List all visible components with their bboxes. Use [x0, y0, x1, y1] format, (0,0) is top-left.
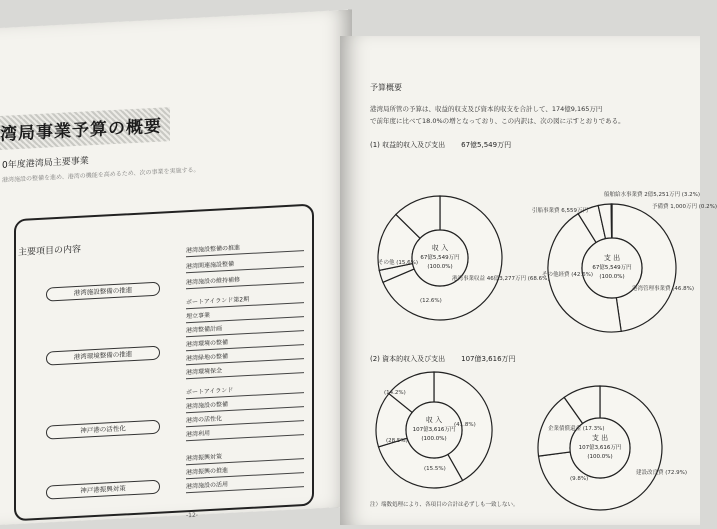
list-item: 港湾施設の活用	[186, 476, 304, 493]
section-1-title: (1) 収益的収入及び支出	[370, 141, 446, 149]
slice-label: (15.5%)	[424, 466, 446, 472]
list-item: 港湾施設の維持補修	[186, 272, 304, 289]
list-item: 港湾整備計画	[186, 320, 304, 337]
list-item: ポートアイランド第2期	[186, 292, 304, 309]
page-title: 湾局事業予算の概要	[0, 116, 162, 145]
donut-center-label: 67億5,549万円	[420, 255, 460, 261]
slice-label: 企業債償還金 (17.3%)	[548, 426, 605, 432]
list-item: 埋立事業	[186, 306, 304, 323]
list-item: 港湾施設の整備	[186, 396, 304, 413]
donut-center-label: 67億5,549万円	[592, 265, 632, 271]
section-1-amount: 67億5,549万円	[461, 141, 512, 149]
slice-label: (12.6%)	[420, 298, 442, 304]
list-item: 港湾施設整備の推進	[186, 240, 304, 257]
right-paragraph-2: で前年度に比べて18.0%の増となっており、この内訳は、次の図に示すとおりである。	[370, 117, 625, 125]
list-item: 港湾振興対策	[186, 448, 304, 465]
right-paragraph-1: 港湾局所管の予算は、収益的収支及び資本的収支を合計して、174億9,165万円	[370, 105, 603, 113]
slice-label: (9.8%)	[570, 476, 589, 482]
donut-center-label: 支 出	[603, 254, 621, 262]
donut-center-label: (100.0%)	[587, 454, 613, 460]
donut-center-label: (100.0%)	[421, 436, 447, 442]
slice-label: 船舶給水事業費 2億5,251万円 (3.2%)	[604, 192, 701, 198]
list-item: ポートアイランド	[186, 382, 304, 399]
category-box: 神戸港振興対策	[46, 480, 160, 500]
footnote: 注）端数処理により、各項目の合計は必ずしも一致しない。	[370, 502, 519, 508]
slice-label: (28.5%)	[386, 438, 408, 444]
list-item: 港湾関連施設整備	[186, 256, 304, 273]
donut-center-label: 収 入	[425, 416, 443, 424]
donut-center-label: 収 入	[431, 244, 449, 252]
slice-label: その他経費 (42.6%)	[542, 272, 594, 278]
slice-label: 建設改良費 (72.9%)	[636, 470, 688, 476]
donut-center-label: 107億3,616万円	[578, 445, 622, 451]
pie-slice	[611, 204, 612, 238]
list-item: 港湾環境の整備	[186, 334, 304, 351]
summary-box-title: 主要項目の内容	[18, 244, 82, 259]
page-number: -12-	[186, 511, 198, 520]
category-box: 港湾施設整備の推進	[46, 282, 160, 302]
slice-label: その他 (15.6%)	[378, 260, 419, 266]
donut-center-label: 支 出	[591, 434, 609, 442]
category-box: 神戸港の活性化	[46, 420, 160, 440]
donut-center-label: (100.0%)	[599, 274, 625, 280]
slice-label: 予備費 1,000万円 (0.2%)	[652, 204, 717, 210]
intro-text: 港湾施設の整備を進め、港湾の機能を高めるため、次の事業を実施する。	[2, 166, 200, 184]
list-item: 港湾環境保全	[186, 362, 304, 379]
list-item: 港湾振興の推進	[186, 462, 304, 479]
donut-center-label: (100.0%)	[427, 264, 453, 270]
donut-center-label: 107億3,616万円	[412, 427, 456, 433]
slice-label: 港湾事業収益 46億3,277万円 (68.6%)	[452, 276, 550, 282]
right-heading: 予算概要	[370, 83, 402, 92]
slice-label: (41.8%)	[454, 422, 476, 428]
list-item: 港湾利用	[186, 424, 304, 441]
list-item: 港湾緑地の整備	[186, 348, 304, 365]
page-subtitle: 0年度港湾局主要事業	[2, 156, 89, 171]
slice-label: 引船事業費 6,559万円	[532, 208, 588, 214]
slice-label: 港湾管理事業費 (46.8%)	[632, 286, 695, 292]
slice-label: (14.2%)	[384, 390, 406, 396]
section-2-title: (2) 資本的収入及び支出	[370, 355, 446, 363]
category-box: 港湾環境整備の推進	[46, 346, 160, 366]
section-2-amount: 107億3,616万円	[461, 355, 516, 363]
list-item: 港湾の活性化	[186, 410, 304, 427]
